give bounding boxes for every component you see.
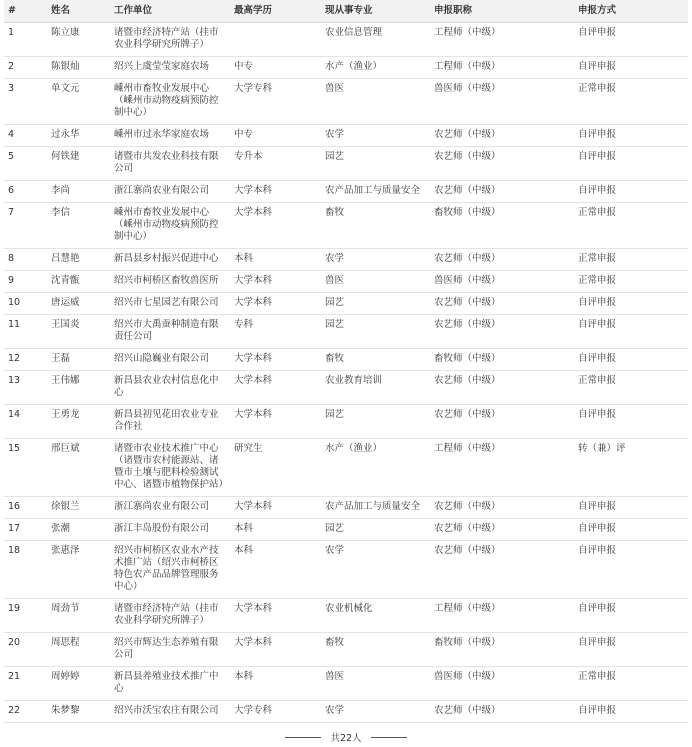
cell-specialty: 园艺 <box>321 293 430 315</box>
cell-index: 18 <box>4 541 47 599</box>
cell-title: 工程师（中级） <box>430 599 574 633</box>
cell-method: 自评申报 <box>574 181 688 203</box>
cell-method: 自评申报 <box>574 125 688 147</box>
table-row <box>4 439 688 497</box>
cell-title: 工程师（中级） <box>430 57 574 79</box>
cell-specialty: 水产（渔业） <box>321 57 430 79</box>
table-row <box>4 249 688 271</box>
table-row <box>4 633 688 667</box>
cell-title: 兽医师（中级） <box>430 667 574 701</box>
col-header-method: 申报方式 <box>574 0 688 23</box>
cell-name: 陈银灿 <box>47 57 110 79</box>
cell-specialty: 畜牧 <box>321 203 430 249</box>
cell-method: 正常申报 <box>574 667 688 701</box>
table-header-row <box>4 0 688 23</box>
cell-name: 王国炎 <box>47 315 110 349</box>
table-row <box>4 541 688 599</box>
cell-specialty: 农业信息管理 <box>321 23 430 57</box>
table-row <box>4 147 688 181</box>
cell-title: 兽医师（中级） <box>430 79 574 125</box>
cell-index: 14 <box>4 405 47 439</box>
cell-education: 大学本科 <box>230 405 321 439</box>
cell-education: 专升本 <box>230 147 321 181</box>
col-header-specialty: 现从事专业 <box>321 0 430 23</box>
applicant-table <box>4 0 688 723</box>
cell-education: 大学本科 <box>230 371 321 405</box>
cell-education: 研究生 <box>230 439 321 497</box>
cell-specialty: 农学 <box>321 701 430 723</box>
cell-name: 唐运威 <box>47 293 110 315</box>
cell-method: 正常申报 <box>574 271 688 293</box>
cell-title: 兽医师（中级） <box>430 271 574 293</box>
cell-education: 本科 <box>230 667 321 701</box>
cell-method: 自评申报 <box>574 497 688 519</box>
cell-method: 正常申报 <box>574 79 688 125</box>
cell-name: 吕慧艳 <box>47 249 110 271</box>
table-row <box>4 203 688 249</box>
table-row <box>4 271 688 293</box>
cell-education: 大学本科 <box>230 203 321 249</box>
cell-employer: 新昌县农业农村信息化中心 <box>110 371 230 405</box>
cell-employer: 浙江寨尚农业有限公司 <box>110 181 230 203</box>
cell-name: 周思程 <box>47 633 110 667</box>
cell-specialty: 农学 <box>321 249 430 271</box>
cell-employer: 绍兴市大禹蚕种制造有限责任公司 <box>110 315 230 349</box>
cell-specialty: 农业机械化 <box>321 599 430 633</box>
cell-name: 何铁建 <box>47 147 110 181</box>
cell-title: 工程师（中级） <box>430 23 574 57</box>
cell-employer: 绍兴市辉达生态养殖有限公司 <box>110 633 230 667</box>
cell-education: 专科 <box>230 315 321 349</box>
cell-index: 17 <box>4 519 47 541</box>
cell-index: 21 <box>4 667 47 701</box>
cell-name: 周婷婷 <box>47 667 110 701</box>
cell-specialty: 园艺 <box>321 147 430 181</box>
footer-line-right <box>371 737 407 738</box>
cell-method: 转（兼）评 <box>574 439 688 497</box>
table-row <box>4 405 688 439</box>
cell-title: 农艺师（中级） <box>430 497 574 519</box>
cell-employer: 诸暨市农业技术推广中心（诸暨市农村能源站、诸暨市土壤与肥料检验测试中心、诸暨市植物保护站） <box>110 439 230 497</box>
cell-title: 畜牧师（中级） <box>430 349 574 371</box>
cell-title: 农艺师（中级） <box>430 147 574 181</box>
cell-specialty: 水产（渔业） <box>321 439 430 497</box>
table-row <box>4 497 688 519</box>
cell-title: 农艺师（中级） <box>430 293 574 315</box>
cell-method: 自评申报 <box>574 315 688 349</box>
cell-index: 12 <box>4 349 47 371</box>
cell-employer: 新昌县初见花田农业专业合作社 <box>110 405 230 439</box>
cell-education: 大学本科 <box>230 271 321 293</box>
col-header-title: 申报职称 <box>430 0 574 23</box>
cell-method: 自评申报 <box>574 701 688 723</box>
cell-specialty: 农业教育培训 <box>321 371 430 405</box>
cell-index: 16 <box>4 497 47 519</box>
cell-specialty: 畜牧 <box>321 633 430 667</box>
cell-employer: 新昌县养殖业技术推广中心 <box>110 667 230 701</box>
cell-title: 农艺师（中级） <box>430 249 574 271</box>
cell-name: 沈青甑 <box>47 271 110 293</box>
cell-employer: 绍兴上虞莹莹家庭农场 <box>110 57 230 79</box>
cell-method: 自评申报 <box>574 519 688 541</box>
cell-index: 13 <box>4 371 47 405</box>
cell-education: 大学专科 <box>230 701 321 723</box>
table-row <box>4 181 688 203</box>
cell-title: 畜牧师（中级） <box>430 633 574 667</box>
cell-specialty: 兽医 <box>321 79 430 125</box>
cell-title: 农艺师（中级） <box>430 125 574 147</box>
cell-employer: 诸暨市共发农业科技有限公司 <box>110 147 230 181</box>
col-header-name: 姓名 <box>47 0 110 23</box>
cell-education: 大学专科 <box>230 79 321 125</box>
cell-education: 本科 <box>230 249 321 271</box>
cell-employer: 嵊州市畜牧业发展中心（嵊州市动物疫病预防控制中心） <box>110 79 230 125</box>
cell-title: 农艺师（中级） <box>430 405 574 439</box>
cell-education: 大学本科 <box>230 181 321 203</box>
cell-education: 大学本科 <box>230 349 321 371</box>
cell-specialty: 园艺 <box>321 405 430 439</box>
cell-index: 1 <box>4 23 47 57</box>
cell-specialty: 农产品加工与质量安全 <box>321 181 430 203</box>
cell-name: 王勇龙 <box>47 405 110 439</box>
cell-title: 农艺师（中级） <box>430 181 574 203</box>
cell-education: 大学本科 <box>230 633 321 667</box>
cell-name: 周劲节 <box>47 599 110 633</box>
cell-title: 工程师（中级） <box>430 439 574 497</box>
cell-name: 张潮 <box>47 519 110 541</box>
cell-method: 自评申报 <box>574 405 688 439</box>
cell-specialty: 兽医 <box>321 271 430 293</box>
cell-specialty: 兽医 <box>321 667 430 701</box>
cell-employer: 绍兴市七星园艺有限公司 <box>110 293 230 315</box>
cell-index: 20 <box>4 633 47 667</box>
col-header-education: 最高学历 <box>230 0 321 23</box>
col-header-employer: 工作单位 <box>110 0 230 23</box>
cell-employer: 嵊州市畜牧业发展中心（嵊州市动物疫病预防控制中心） <box>110 203 230 249</box>
table-row <box>4 599 688 633</box>
cell-title: 农艺师（中级） <box>430 315 574 349</box>
table-row <box>4 349 688 371</box>
table-row <box>4 57 688 79</box>
cell-title: 农艺师（中级） <box>430 371 574 405</box>
cell-method: 自评申报 <box>574 541 688 599</box>
cell-specialty: 园艺 <box>321 315 430 349</box>
cell-method: 正常申报 <box>574 203 688 249</box>
cell-employer: 诸暨市经济特产站（挂市农业科学研究所牌子） <box>110 599 230 633</box>
cell-index: 22 <box>4 701 47 723</box>
cell-specialty: 农产品加工与质量安全 <box>321 497 430 519</box>
cell-method: 自评申报 <box>574 599 688 633</box>
cell-education: 大学本科 <box>230 293 321 315</box>
table-row <box>4 519 688 541</box>
cell-employer: 绍兴市柯桥区畜牧兽医所 <box>110 271 230 293</box>
cell-employer: 浙江丰岛股份有限公司 <box>110 519 230 541</box>
cell-method: 自评申报 <box>574 57 688 79</box>
cell-title: 农艺师（中级） <box>430 701 574 723</box>
cell-index: 2 <box>4 57 47 79</box>
cell-name: 朱梦黎 <box>47 701 110 723</box>
cell-employer: 诸暨市经济特产站（挂市农业科学研究所牌子） <box>110 23 230 57</box>
cell-index: 19 <box>4 599 47 633</box>
cell-education: 中专 <box>230 125 321 147</box>
cell-index: 9 <box>4 271 47 293</box>
table-row <box>4 315 688 349</box>
cell-title: 农艺师（中级） <box>430 519 574 541</box>
cell-employer: 绍兴市沃宝农庄有限公司 <box>110 701 230 723</box>
cell-education: 本科 <box>230 541 321 599</box>
cell-method: 正常申报 <box>574 371 688 405</box>
cell-method: 正常申报 <box>574 249 688 271</box>
cell-employer: 嵊州市过永华家庭农场 <box>110 125 230 147</box>
table-row <box>4 125 688 147</box>
cell-method: 自评申报 <box>574 633 688 667</box>
cell-education: 大学本科 <box>230 497 321 519</box>
cell-name: 邢巨斌 <box>47 439 110 497</box>
table-body <box>4 23 688 723</box>
cell-index: 7 <box>4 203 47 249</box>
cell-specialty: 畜牧 <box>321 349 430 371</box>
cell-index: 4 <box>4 125 47 147</box>
cell-index: 10 <box>4 293 47 315</box>
cell-index: 11 <box>4 315 47 349</box>
cell-index: 15 <box>4 439 47 497</box>
cell-education <box>230 23 321 57</box>
table-row <box>4 371 688 405</box>
cell-name: 单文元 <box>47 79 110 125</box>
cell-employer: 绍兴山隐巍业有限公司 <box>110 349 230 371</box>
footer-line-left <box>285 737 321 738</box>
cell-education: 本科 <box>230 519 321 541</box>
table-row <box>4 23 688 57</box>
cell-name: 王伟娜 <box>47 371 110 405</box>
table-row <box>4 667 688 701</box>
cell-employer: 新昌县乡村振兴促进中心 <box>110 249 230 271</box>
cell-name: 陈立康 <box>47 23 110 57</box>
cell-index: 6 <box>4 181 47 203</box>
cell-index: 3 <box>4 79 47 125</box>
table-footer <box>0 729 692 745</box>
cell-index: 5 <box>4 147 47 181</box>
cell-method: 自评申报 <box>574 23 688 57</box>
cell-name: 过永华 <box>47 125 110 147</box>
cell-method: 自评申报 <box>574 293 688 315</box>
table-row <box>4 293 688 315</box>
cell-employer: 浙江寨尚农业有限公司 <box>110 497 230 519</box>
table-row <box>4 701 688 723</box>
cell-title: 畜牧师（中级） <box>430 203 574 249</box>
cell-specialty: 农学 <box>321 541 430 599</box>
total-count: 共22人 <box>330 733 362 744</box>
cell-index: 8 <box>4 249 47 271</box>
col-header-index: # <box>4 0 47 23</box>
cell-name: 李信 <box>47 203 110 249</box>
cell-name: 徐银兰 <box>47 497 110 519</box>
cell-specialty: 园艺 <box>321 519 430 541</box>
cell-name: 王磊 <box>47 349 110 371</box>
cell-employer: 绍兴市柯桥区农业水产技术推广站（绍兴市柯桥区特色农产品品牌管理服务中心） <box>110 541 230 599</box>
cell-name: 李尚 <box>47 181 110 203</box>
cell-education: 中专 <box>230 57 321 79</box>
cell-title: 农艺师（中级） <box>430 541 574 599</box>
cell-education: 大学本科 <box>230 599 321 633</box>
table-row <box>4 79 688 125</box>
cell-name: 张惠泽 <box>47 541 110 599</box>
cell-method: 自评申报 <box>574 349 688 371</box>
cell-specialty: 农学 <box>321 125 430 147</box>
cell-method: 自评申报 <box>574 147 688 181</box>
